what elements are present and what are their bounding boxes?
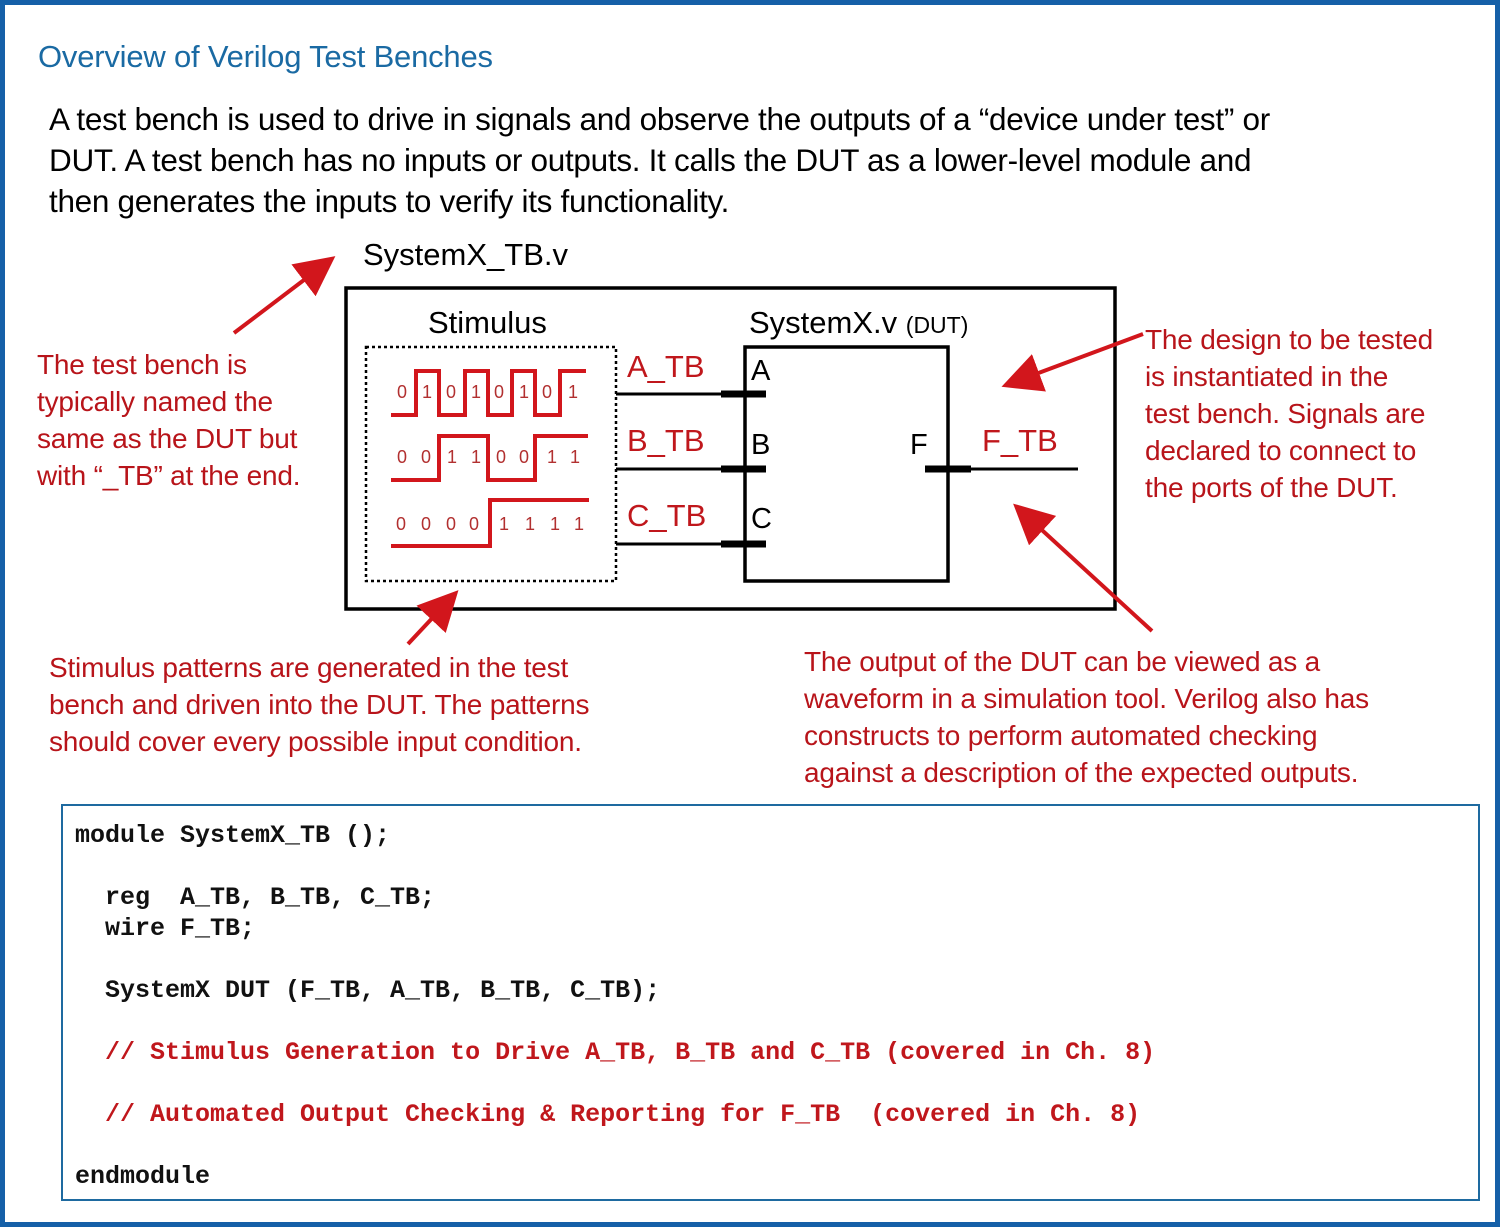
code-line: endmodule: [75, 1162, 211, 1191]
arrow-to-testbench-name: [234, 261, 329, 333]
dut-tag: (DUT): [905, 312, 969, 338]
code-block: [75, 820, 1155, 1192]
waveform-a: [391, 371, 586, 415]
code-comment: // Automated Output Checking & Reporting for F_TB (covered in Ch. 8): [75, 1100, 1141, 1129]
port-f-label: F: [910, 429, 928, 461]
dut-file-label: SystemX.v: [749, 305, 898, 340]
note-testbench-name: The test bench is typically named the same as the DUT but with “_TB” at the end.: [37, 349, 301, 491]
code-listing: [61, 804, 1480, 1201]
slide-frame: Overview of Verilog Test Benches A test bench is used to drive in signals and observe the outputs of a “device under test” or DUT. A test bench has no inputs or outputs. It calls the DUT as a lower-level module and then generates the inputs to verify its functionality. SystemX_TB.v Stimulus SystemX.v (DUT) A_TB B_TB C_TB F_TB A B C F 0 1 0 1 0 1 0 1 0 0 1 1 0 0 1 1 0 0 0 0 1 1 1 1 The test bench is typically named the same as the DUT but with “_TB” at the end. The design to be tested is instantiated in the test bench. Signals are declared to connect to the ports of the DUT. Stimulus patterns are generated in the test bench and driven into the DUT. The patterns should cover every possible input condition. The output of the DUT can be viewed as a waveform in a simulation tool. Verilog also has constructs to perform automated checking against a description of the expected outputs. module SystemX_TB (); reg A_TB, B_TB, C_TB; wire F_TB; SystemX DUT (F_TB, A_TB, B_TB, C_TB); // Stimulus Generation to Drive A_TB, B_TB and C_TB (covered in Ch. 8) // Automated Output Checking & Reporting for F_TB (covered in Ch. 8) endmodule: [0, 0, 1500, 1227]
slide-title: Overview of Verilog Test Benches: [38, 39, 493, 74]
arrow-to-dut: [1009, 334, 1143, 384]
code-line: wire F_TB;: [75, 914, 256, 943]
signal-f-label: F_TB: [982, 423, 1058, 458]
note-stimulus: Stimulus patterns are generated in the test bench and driven into the DUT. The patterns should cover every possible input condition.: [49, 652, 590, 757]
arrow-to-stimulus: [408, 596, 453, 644]
signal-b-label: B_TB: [627, 423, 705, 458]
dut-box: [745, 347, 948, 581]
note-dut-instantiated: The design to be tested is instantiated in the test bench. Signals are declared to connect to the ports of the DUT.: [1145, 324, 1434, 503]
note-output: The output of the DUT can be viewed as a waveform in a simulation tool. Verilog also has constructs to perform automated checking against a description of the expected outputs.: [804, 646, 1369, 788]
code-line: reg A_TB, B_TB, C_TB;: [75, 883, 436, 912]
signal-a-label: A_TB: [627, 349, 705, 384]
testbench-file-label: SystemX_TB.v: [363, 237, 568, 272]
intro-line: DUT. A test bench has no inputs or outputs. It calls the DUT as a lower-level module and: [49, 142, 1252, 178]
intro-line: then generates the inputs to verify its functionality.: [49, 183, 730, 219]
intro-line: A test bench is used to drive in signals and observe the outputs of a “device under test” or: [49, 101, 1270, 137]
code-comment: // Stimulus Generation to Drive A_TB, B_TB and C_TB (covered in Ch. 8): [75, 1038, 1156, 1067]
arrow-to-output: [1019, 509, 1152, 631]
port-b-label: B: [751, 429, 771, 461]
dut-label: [749, 305, 968, 341]
port-a-label: A: [751, 355, 771, 387]
code-line: SystemX DUT (F_TB, A_TB, B_TB, C_TB);: [75, 976, 661, 1005]
stimulus-label: Stimulus: [428, 305, 547, 340]
port-c-label: C: [751, 503, 772, 535]
signal-c-label: C_TB: [627, 498, 707, 533]
code-line: module SystemX_TB ();: [75, 821, 391, 850]
